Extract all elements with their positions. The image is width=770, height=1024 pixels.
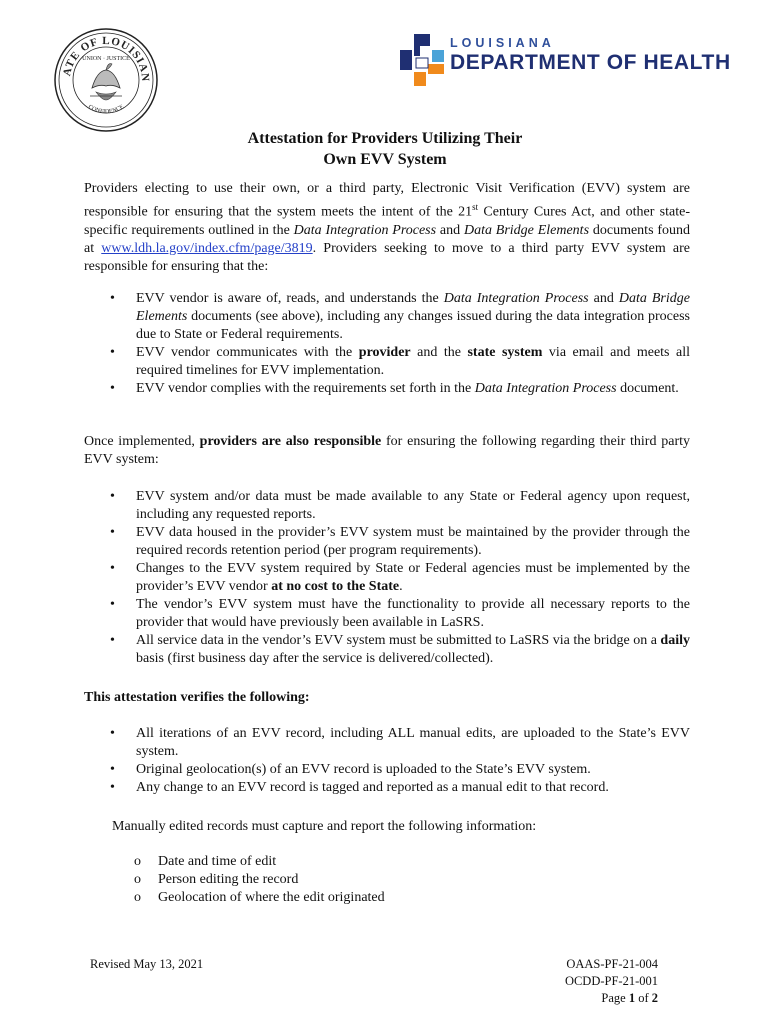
page-number: Page 1 of 2 [601,991,658,1005]
manual-edits-intro: Manually edited records must capture and report the following information: [112,819,537,834]
list-item: • Any change to an EVV record is tagged and reported as a manual edit to that record. [106,779,690,797]
list-item: • EVV system and/or data must be made available to any State or Federal agency upon request, including any requested reports. [106,488,690,524]
vendor-requirements-list [106,290,690,398]
form-code-oaas: OAAS-PF-21-004 [566,957,658,971]
manual-edits-list [132,853,632,907]
title-line-1: Attestation for Providers Utilizing Their [247,130,523,147]
intro-paragraph: Providers electing to use their own, or a third party, Electronic Visit Verification (EVV) system are responsible for ensuring that the system meets the intent of the 21st Century Cures Act, and other state-specific requirements outlined in the Data Integration Process and Data Bridge Elements documents found at www.ldh.la.gov/index.cfm/page/3819. Providers seeking to move to a third party EVV system are responsible for ensuring that the: [84,181,691,274]
list-item: o Person editing the record [132,871,632,889]
revised-date: Revised May 13, 2021 [90,957,204,971]
svg-text:STATE OF LOUISIANA: ATE OF LOUISIAN [61,34,152,83]
list-item: • All iterations of an EVV record, including ALL manual edits, are uploaded to the State’s EVV system. [106,725,690,761]
ldh-cross-icon [398,32,446,88]
list-item: o Geolocation of where the edit originated [132,889,632,907]
attestation-list [106,725,690,797]
once-paragraph: Once implemented, providers are also responsible for ensuring the following regarding their third party EVV system: [84,434,690,467]
logo-small-text: LOUISIANA [450,36,555,50]
title-line-2: Own EVV System [323,151,447,168]
list-item: • The vendor’s EVV system must have the functionality to provide all necessary reports to the provider that would have previously been available in LaSRS. [106,596,690,632]
svg-text:UNION · JUSTICE: UNION · JUSTICE [82,56,130,62]
document-title [0,128,770,170]
list-item: • Original geolocation(s) of an EVV record is uploaded to the State’s EVV system. [106,761,690,779]
svg-text:CONFIDENCE: CONFIDENCE [87,104,125,116]
form-code-ocdd: OCDD-PF-21-001 [564,974,658,988]
provider-responsibilities-list [106,488,690,668]
ldh-link[interactable]: www.ldh.la.gov/index.cfm/page/3819 [101,240,313,256]
list-item: o Date and time of edit [132,853,632,871]
list-item: • EVV vendor complies with the requirements set forth in the Data Integration Process document. [106,380,690,398]
list-item: • EVV data housed in the provider’s EVV system must be maintained by the provider through the required records retention period (per program requirements). [106,524,690,560]
list-item: • All service data in the vendor’s EVV system must be submitted to LaSRS via the bridge on a daily basis (first business day after the service is delivered/collected). [106,632,690,668]
attestation-heading: This attestation verifies the following: [84,690,310,705]
list-item: • EVV vendor is aware of, reads, and understands the Data Integration Process and Data Bridge Elements documents (see above), including any changes issued during the data integration process due to State or Federal requirements. [106,290,690,344]
ldh-logo [398,32,738,88]
list-item: • EVV vendor communicates with the provider and the state system via email and meets all required timelines for EVV implementation. [106,344,690,380]
logo-big-text: DEPARTMENT OF HEALTH [450,51,731,74]
list-item: • Changes to the EVV system required by State or Federal agencies must be implemented by the provider’s EVV vendor at no cost to the State. [106,560,690,596]
state-seal [52,26,160,134]
footer-codes [565,956,658,1007]
